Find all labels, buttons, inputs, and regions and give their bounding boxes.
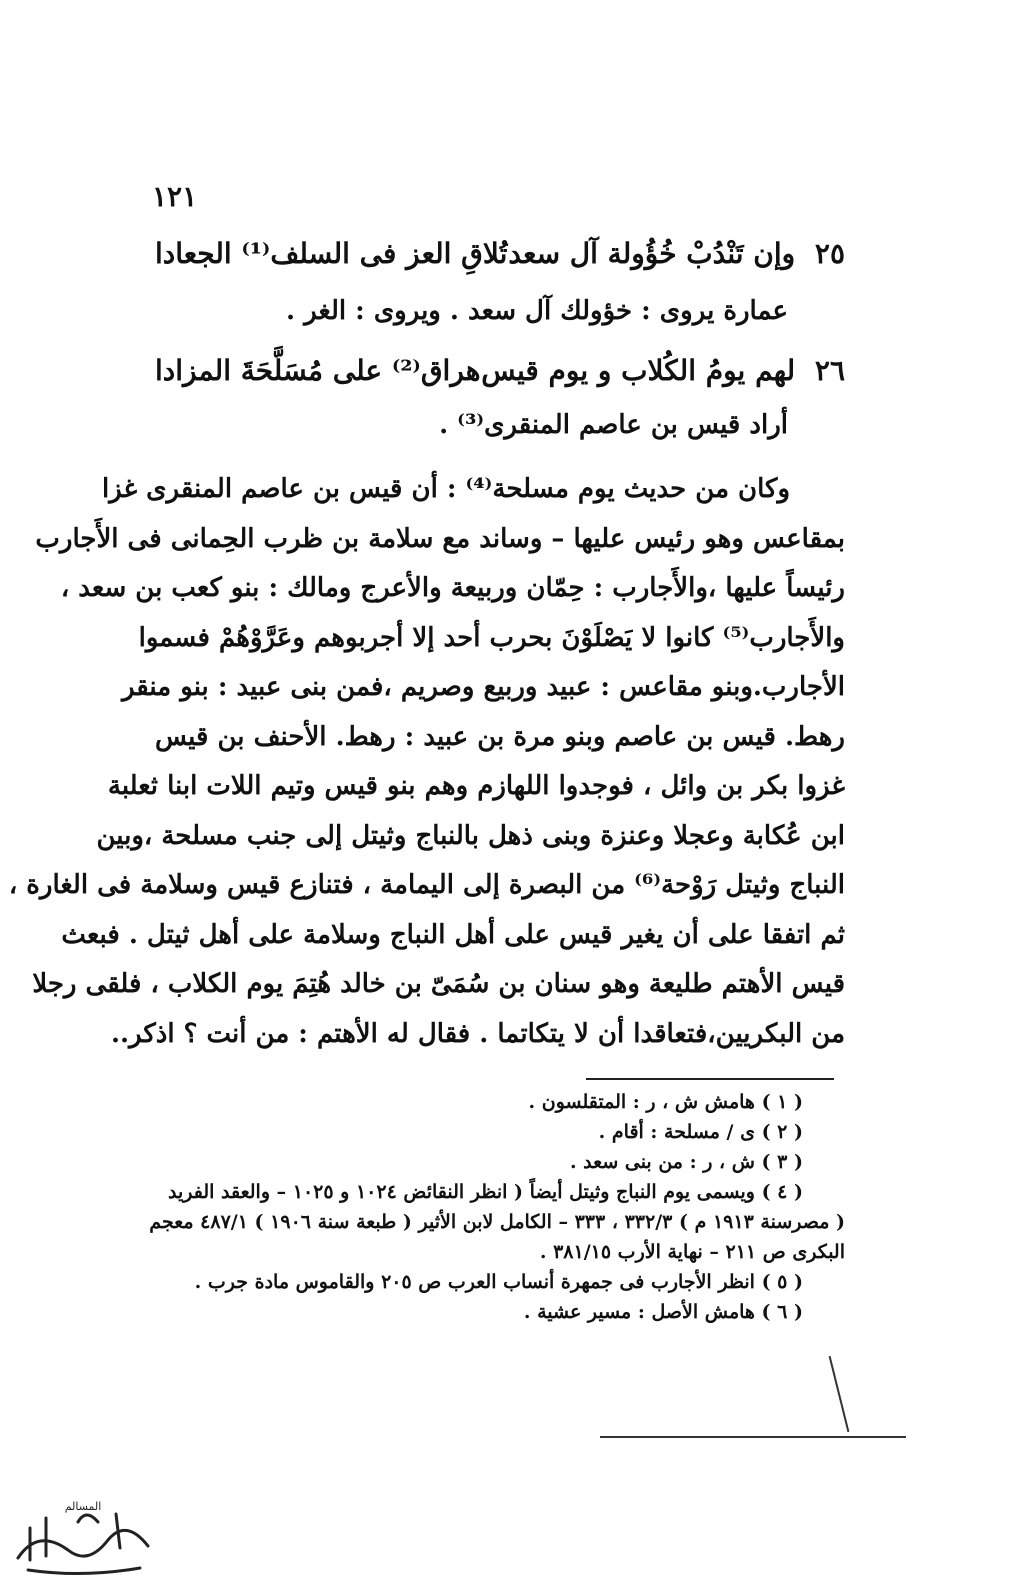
prose-line: ثم اتفقا على أن يغير قيس على أهل النباج وسلامة على أهل ثيتل . فبعث: [61, 919, 845, 950]
footnote-2: ( ٢ ) ى / مسلحة : أقام .: [598, 1121, 803, 1143]
prose-line: بمقاعس وهو رئيس عليها – وساند مع سلامة بن ظرب الحِمانى فى الأَجارب: [35, 523, 845, 554]
verse-26-first-text: لهم يومُ الكُلاب و يوم قيس: [481, 354, 796, 387]
verse-25-note: عمارة يروى : خؤولك آل سعد . ويروى : الغر .: [285, 296, 788, 326]
prose-line: رئيساً عليها ،والأَجارب : حِمّان وربيعة والأعرج ومالك : بنو كعب بن سعد ،: [60, 573, 845, 603]
verse-26-second-hemistich: هراق⁽²⁾ على مُسَلَّحَةَ المزادا: [155, 354, 481, 387]
prose-line: من البكريين،فتعاقدا أن لا يتكاتما . فقال له الأهتم : من أنت ؟ اذكر..: [110, 1018, 845, 1049]
footnote-4-continued: ( مصرسنة ١٩١٣ م ) ٣٣٢/٣ ، ٣٣٣ – الكامل لابن الأثير ( طبعة سنة ١٩٠٦ ) ٤٨٧/١ معجم: [149, 1211, 845, 1233]
verse-26-number: ٢٦: [814, 354, 845, 387]
prose-paragraph: [8, 465, 845, 1059]
footnote-4: ( ٤ ) ويسمى يوم النباج وثيتل أيضاً ( انظر النقائض ١٠٢٤ و ١٠٢٥ – والعقد الفريد: [167, 1181, 803, 1203]
prose-line: الأجارب.وبنو مقاعس : عبيد وربيع وصريم ،فمن بنى عبيد : بنو منقر: [121, 672, 845, 702]
footnote-1: ( ١ ) هامش ش ، ر : المتقلسون .: [528, 1091, 803, 1113]
scan-artifact-rule: [600, 1436, 906, 1438]
scan-artifact-line: [829, 1356, 850, 1432]
prose-line: والأَجارب⁽⁵⁾ كانوا لا يَصْلَوْنَ بحرب أحد إلا أجربوهم وعَرَّوْهُمْ فسموا: [138, 622, 845, 653]
prose-line: ابن عُكابة وعجلا وعنزة وبنى ذهل بالنباج وثيتل إلى جنب مسلحة ،وبين: [96, 820, 845, 851]
prose-line: النباج وثيتل رَوْحة⁽⁶⁾ من البصرة إلى اليمامة ، فتنازع قيس وسلامة فى الغارة ،: [8, 870, 845, 900]
verse-25-second-hemistich: تُلاقِ العز فى السلف⁽¹⁾ الجعادا: [155, 237, 508, 270]
verse-26-note: أراد قيس بن عاصم المنقرى⁽³⁾ .: [439, 410, 788, 440]
prose-line: غزوا بكر بن وائل ، فوجدوا اللهازم وهم بنو قيس وتيم اللات ابنا ثعلبة: [107, 771, 845, 801]
calligraphy-logo-icon: [8, 1488, 158, 1580]
prose-line: رهط. قيس بن عاصم وبنو مرة بن عبيد : رهط. الأحنف بن قيس: [155, 721, 845, 752]
verse-25-number: ٢٥: [814, 237, 845, 270]
footnote-6: ( ٦ ) هامش الأصل : مسير عشية .: [523, 1301, 803, 1323]
footnote-5: ( ٥ ) انظر الأجارب فى جمهرة أنساب العرب ص ٢٠٥ والقاموس مادة جرب .: [194, 1271, 803, 1293]
prose-line: قيس الأهتم طليعة وهو سنان بن سُمَىّ بن خالد هُتِمَ يوم الكلاب ، فلقى رجلا: [32, 969, 845, 999]
verse-26: [155, 354, 845, 387]
footnote-4-end: البكرى ص ٢١١ – نهاية الأرب ٣٨١/١٥ .: [539, 1241, 845, 1263]
verse-25-first-hemistich: [508, 237, 845, 270]
page-number: ١٢١: [152, 180, 198, 213]
footnote-3: ( ٣ ) ش ، ر : من بنى سعد .: [569, 1151, 803, 1173]
footnote-divider: [586, 1078, 834, 1080]
prose-line: وكان من حديث يوم مسلحة⁽⁴⁾ : أن قيس بن عاصم المنقرى غزا: [101, 474, 790, 504]
verse-25: [155, 237, 845, 270]
footnotes: [149, 1087, 845, 1327]
verse-26-first-hemistich: [481, 354, 845, 387]
logo-text: المسالم: [64, 1500, 102, 1513]
verse-25-first-text: وإن تَنْدُبْ خُؤُولة آل سعد: [508, 237, 796, 270]
